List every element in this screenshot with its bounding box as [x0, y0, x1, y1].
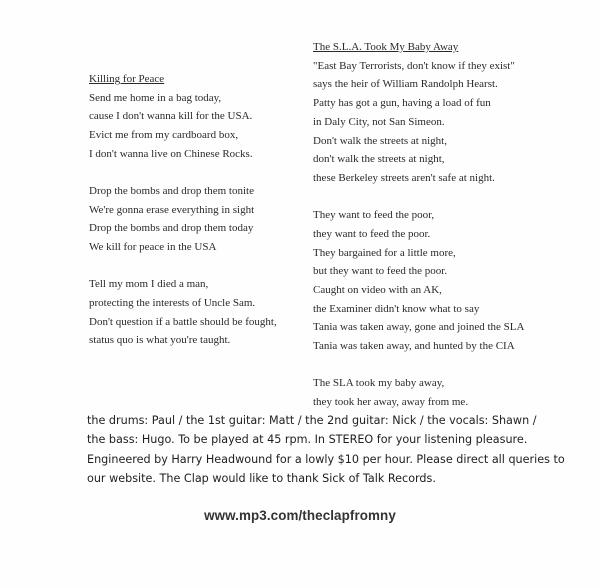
lyric-line: the Examiner didn't know what to say — [313, 302, 480, 315]
lyric-line: The SLA took my baby away, — [313, 377, 445, 390]
lyric-line: Don't question if a battle should be fought, — [89, 315, 277, 328]
stanza — [313, 206, 524, 356]
sla-took-my-baby-lyrics — [313, 38, 524, 430]
band-credits — [87, 411, 565, 488]
lyric-line: Drop the bombs and drop them today — [89, 222, 254, 235]
lyric-line: I don't wanna live on Chinese Rocks. — [89, 147, 253, 160]
lyric-line: Don't walk the streets at night, — [313, 134, 447, 147]
lyric-line: Patty has got a gun, having a load of fun — [313, 97, 491, 110]
lyric-line: protecting the interests of Uncle Sam. — [89, 297, 256, 310]
lyric-line: Send me home in a bag today, — [89, 91, 222, 104]
lyric-line: Tania was taken away, gone and joined the SLA — [313, 321, 525, 334]
stanza — [313, 57, 524, 188]
website-url: www.mp3.com/theclapfromny — [204, 508, 396, 523]
song-title: Killing for Peace — [89, 73, 165, 85]
lyric-line: Tell my mom I died a man, — [89, 278, 209, 291]
lyric-line: Tania was taken away, and hunted by the CIA — [313, 340, 515, 353]
stanza — [89, 182, 277, 257]
lyric-line: don't walk the streets at night, — [313, 153, 445, 166]
lyric-line: these Berkeley streets aren't safe at night. — [313, 171, 495, 184]
lyric-line: says the heir of William Randolph Hearst. — [313, 78, 498, 91]
lyric-line: Caught on video with an AK, — [313, 283, 442, 296]
lyric-line: Evict me from my cardboard box, — [89, 129, 239, 142]
stanza — [89, 89, 277, 164]
lyric-line: "East Bay Terrorists, don't know if they exist" — [313, 59, 515, 72]
song-title: The S.L.A. Took My Baby Away — [313, 41, 459, 53]
stanza — [89, 275, 277, 350]
lyric-line: in Daly City, not San Simeon. — [313, 115, 445, 128]
lyric-line: cause I don't wanna kill for the USA. — [89, 110, 253, 123]
lyric-line: We're gonna erase everything in sight — [89, 203, 255, 216]
lyric-line: status quo is what you're taught. — [89, 334, 231, 347]
lyric-line: They bargained for a little more, — [313, 246, 456, 259]
credits-line: Engineered by Harry Headwound for a lowly $10 per hour. Please direct all queries to — [87, 452, 565, 466]
credits-line: the drums: Paul / the 1st guitar: Matt / the 2nd guitar: Nick / the vocals: Shawn / — [87, 414, 537, 427]
lyric-line: but they want to feed the poor. — [313, 265, 448, 278]
credits-line: the bass: Hugo. To be played at 45 rpm. In STEREO for your listening pleasure. — [87, 433, 528, 447]
lyric-line: they took her away, away from me. — [313, 395, 469, 408]
stanza — [313, 374, 524, 411]
killing-for-peace-lyrics — [89, 70, 277, 369]
lyric-line: they want to feed the poor. — [313, 227, 431, 240]
lyric-line: We kill for peace in the USA — [89, 241, 217, 254]
credits-line: our website. The Clap would like to thank Sick of Talk Records. — [87, 471, 436, 485]
lyric-line: They want to feed the poor, — [313, 209, 435, 222]
lyric-line: Drop the bombs and drop them tonite — [89, 185, 254, 198]
